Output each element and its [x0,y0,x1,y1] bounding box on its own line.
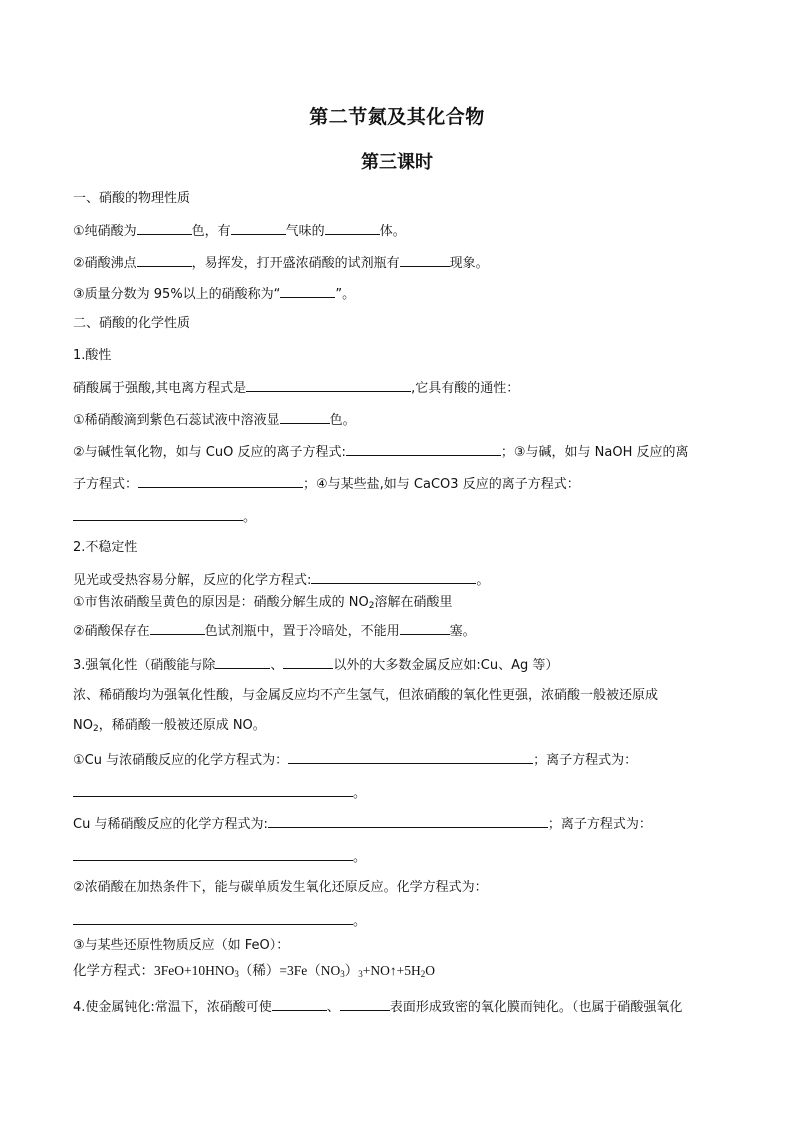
section1-heading: 一、硝酸的物理性质 [73,191,191,206]
answer-blank[interactable] [346,442,501,456]
cu-dilute-line: Cu 与稀硝酸反应的化学方程式为: ；离子方程式为： [73,814,652,834]
answer-blank[interactable] [400,621,450,635]
answer-blank[interactable] [325,221,380,235]
passivation-line: 4.使金属钝化:常温下，浓硝酸可使 、 表面形成致密的氧化膜而钝化。（也属于硝酸强氧化 [73,997,682,1017]
answer-blank[interactable] [246,378,411,392]
acidity-line2: ①稀硝酸滴到紫色石蕊试液中溶液显 色。 [73,410,356,430]
oxidizing-line1: 浓、稀硝酸均为强氧化性酸，与金属反应均不产生氢气，但浓硝酸的氧化性更强，浓硝酸一般被还原成 [73,688,659,703]
feo-heading: ③与某些还原性物质反应（如 FeO）： [73,938,290,953]
acidity-line4: 子方程式： ；④与某些盐,如与 CaCO3 反应的离子方程式： [73,474,580,494]
lesson-subtitle: 第三课时 [361,152,433,173]
cu-dilute-ionic-line: 。 [73,847,366,867]
answer-blank[interactable] [231,221,286,235]
sec1-line1: ①纯硝酸为 色，有 气味的 体。 [73,221,406,241]
answer-blank[interactable] [138,474,303,488]
instability-line3: ②硝酸保存在 色试剂瓶中，置于冷暗处，不能用 塞。 [73,621,476,641]
instability-line1: 见光或受热容易分解，反应的化学方程式: 。 [73,570,489,590]
answer-blank[interactable] [73,911,353,925]
sec1-line2: ②硝酸沸点 ，易挥发，打开盛浓硝酸的试剂瓶有 现象。 [73,253,489,273]
answer-blank[interactable] [73,783,353,797]
acidity-title: 1.酸性 [73,348,112,363]
answer-blank[interactable] [311,570,476,584]
answer-blank[interactable] [280,410,330,424]
answer-blank[interactable] [283,655,333,669]
answer-blank[interactable] [268,814,548,828]
answer-blank[interactable] [150,621,205,635]
oxidizing-title: 3.强氧化性（硝酸能与除 、 以外的大多数金属反应如:Cu、Ag 等） [73,655,558,675]
answer-blank[interactable] [288,750,533,764]
answer-blank[interactable] [280,284,335,298]
acidity-line3: ②与碱性氧化物，如与 CuO 反应的离子方程式: ；③与碱，如与 NaOH 反应的离 [73,442,688,462]
answer-blank[interactable] [272,997,327,1011]
answer-blank[interactable] [340,997,390,1011]
cu-conc-ionic-line: 。 [73,783,366,803]
feo-equation: 化学方程式：$3FeO+10HNO_3$（稀）$=3Fe(NO_3)_3+NO↑+5H_2O$ [73,963,435,979]
carbon-reaction-line: ②浓硝酸在加热条件下，能与碳单质发生氧化还原反应。化学方程式为： [73,880,488,895]
answer-blank[interactable] [137,221,192,235]
oxidizing-line2: $NO_2$，稀硝酸一般被还原成 NO。 [73,718,266,734]
answer-blank[interactable] [137,253,192,267]
answer-blank[interactable] [73,847,353,861]
instability-line2: ①市售浓硝酸呈黄色的原因是：硝酸分解生成的 $NO_2$溶解在硝酸里 [73,595,453,611]
carbon-equation-line: 。 [73,911,366,931]
sec1-line3: ③质量分数为 95%以上的硝酸称为“ ”。 [73,284,355,304]
instability-title: 2.不稳定性 [73,540,138,555]
answer-blank[interactable] [400,253,450,267]
section2-heading: 二、硝酸的化学性质 [73,316,191,331]
answer-blank[interactable] [73,507,243,521]
acidity-line1: 硝酸属于强酸,其电离方程式是 ,它具有酸的通性： [73,378,519,398]
acidity-line5: 。 [73,507,256,527]
document-title: 第二节氮及其化合物 [309,106,485,128]
answer-blank[interactable] [215,655,270,669]
cu-conc-line: ①Cu 与浓硝酸反应的化学方程式为： ；离子方程式为： [73,750,637,770]
